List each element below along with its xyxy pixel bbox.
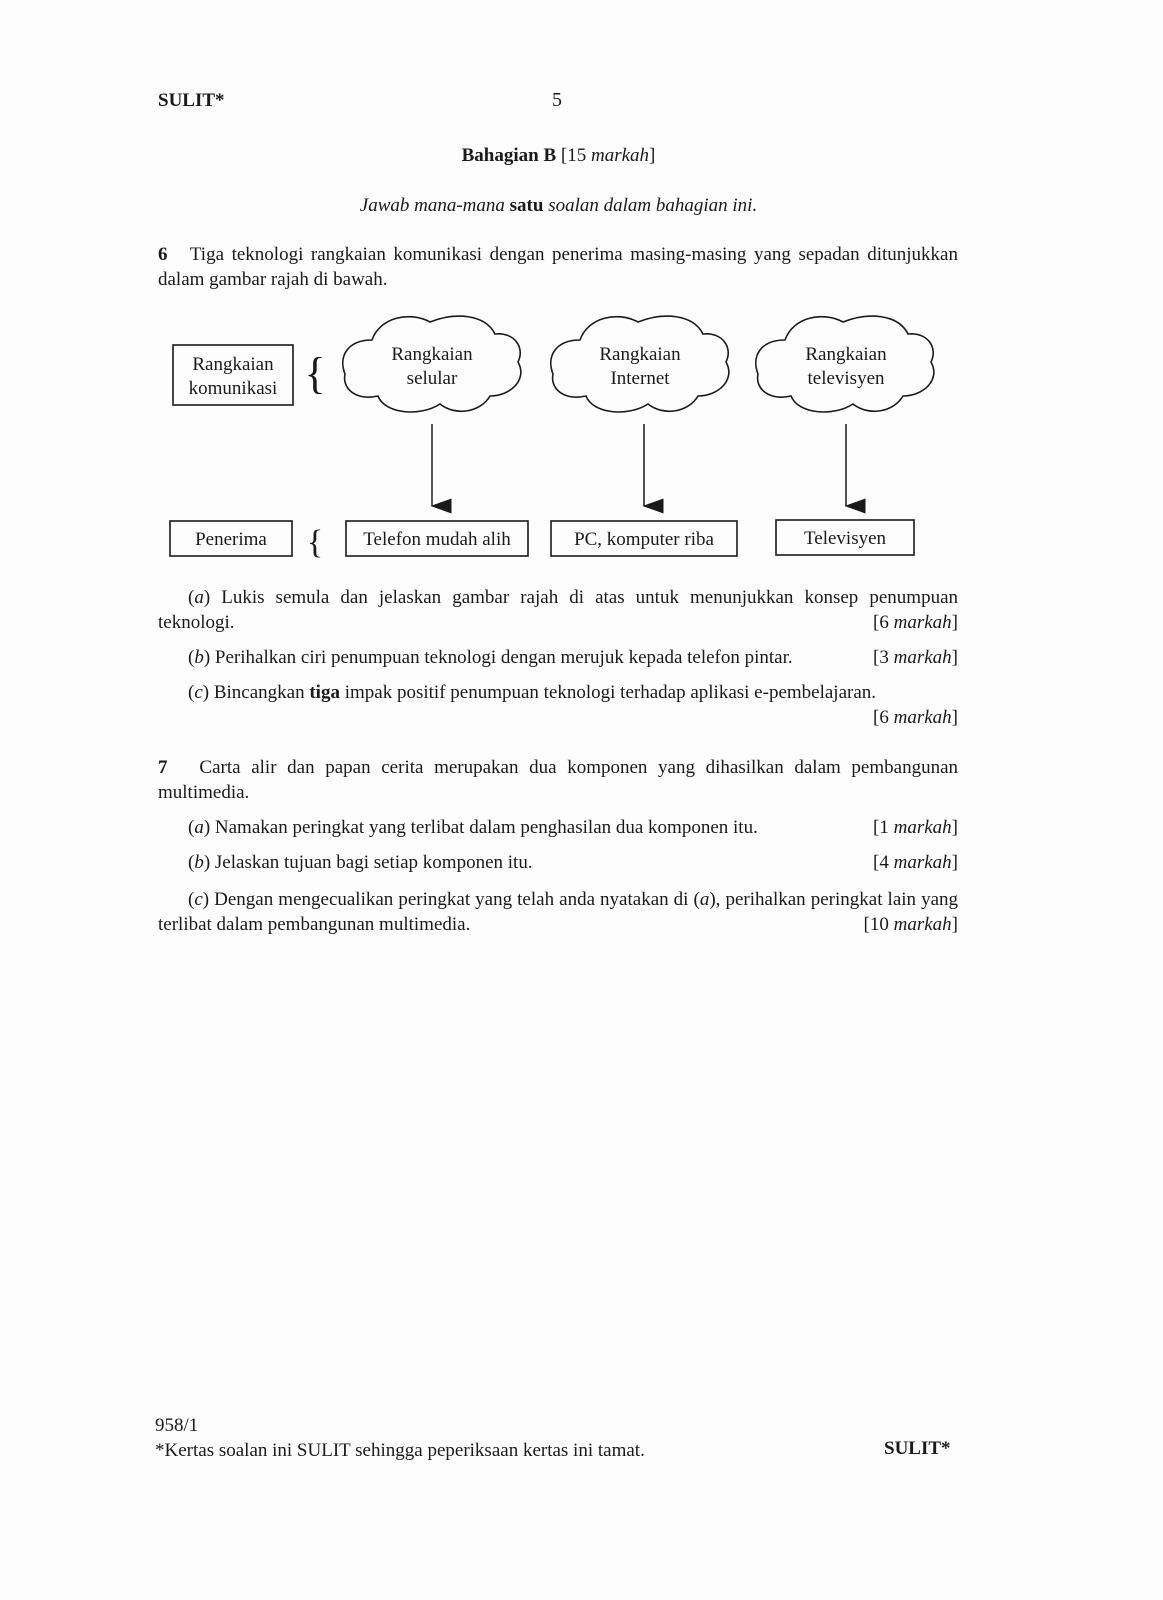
cloud-television-line1: Rangkaian: [805, 344, 887, 365]
cloud-internet-line2: Internet: [610, 368, 670, 389]
label-receiver: Penerima: [195, 529, 267, 550]
cloud-television: [756, 316, 934, 412]
q7b: (b) Jelaskan tujuan bagi setiap komponen itu. [4 markah]: [188, 852, 958, 873]
cloud-cellular: [343, 316, 521, 412]
q6a-marks: [6 markah]: [873, 612, 958, 633]
q6b: (b) Perihalkan ciri penumpuan teknologi dengan merujuk kepada telefon pintar. [3 markah]: [188, 647, 958, 668]
q7c: (c) Dengan mengecualikan peringkat yang telah anda nyatakan di (a), perihalkan peringkat lain yang terlibat dalam pembangunan multimedia. [10 markah]: [158, 889, 959, 935]
label-network-line2: komunikasi: [188, 378, 278, 399]
q6b-marks: [3 markah]: [873, 647, 958, 668]
cloud-internet: [551, 316, 729, 412]
cloud-cellular-line1: Rangkaian: [391, 344, 473, 365]
cloud-television-line2: televisyen: [807, 368, 885, 389]
section-title: [0, 143, 1117, 168]
q6-stem: 6 Tiga teknologi rangkaian komunikasi dengan penerima masing-masing yang sepadan ditunjukkan dalam gambar rajah di bawah.: [158, 244, 958, 290]
q7a-marks: [1 markah]: [873, 817, 958, 838]
q6a: (a) Lukis semula dan jelaskan gambar rajah di atas untuk menunjukkan konsep penumpuan teknologi. [6 markah]: [158, 587, 959, 633]
q7-stem: 7 Carta alir dan papan cerita merupakan dua komponen yang dihasilkan dalam pembangunan multimedia.: [158, 757, 958, 803]
section-name: Bahagian B: [461, 145, 557, 166]
section-instruction: Jawab mana-mana satu soalan dalam bahagian ini.: [359, 195, 758, 216]
page-number: 5: [552, 89, 562, 111]
network-diagram: [0, 300, 1163, 570]
q7a: (a) Namakan peringkat yang terlibat dalam penghasilan dua komponen itu. [1 markah]: [188, 817, 958, 838]
receiver-tv: Televisyen: [803, 528, 887, 549]
receiver-pc: PC, komputer riba: [574, 529, 714, 550]
cloud-cellular-line2: selular: [406, 368, 458, 389]
header-sulit: SULIT*: [158, 90, 225, 111]
label-network-line1: Rangkaian: [192, 354, 274, 375]
cloud-internet-line1: Rangkaian: [599, 344, 681, 365]
brace-row1: {: [304, 349, 326, 398]
footer-note: *Kertas soalan ini SULIT sehingga peperiksaan kertas ini tamat.: [155, 1440, 645, 1461]
q6c: (c) Bincangkan tiga impak positif penumpuan teknologi terhadap aplikasi e-pembelajaran.: [188, 682, 877, 703]
brace-row2: {: [306, 524, 324, 561]
section-marks: [15 markah]: [560, 145, 656, 166]
footer-sulit: SULIT*: [884, 1438, 951, 1459]
receiver-phone: Telefon mudah alih: [363, 529, 511, 550]
q7-number: 7: [158, 757, 168, 778]
q7c-marks: [10 markah]: [863, 914, 958, 935]
q7b-marks: [4 markah]: [873, 852, 958, 873]
q6c-marks: [6 markah]: [873, 707, 958, 728]
q6-number: 6: [158, 244, 168, 265]
footer-code: 958/1: [155, 1415, 199, 1436]
